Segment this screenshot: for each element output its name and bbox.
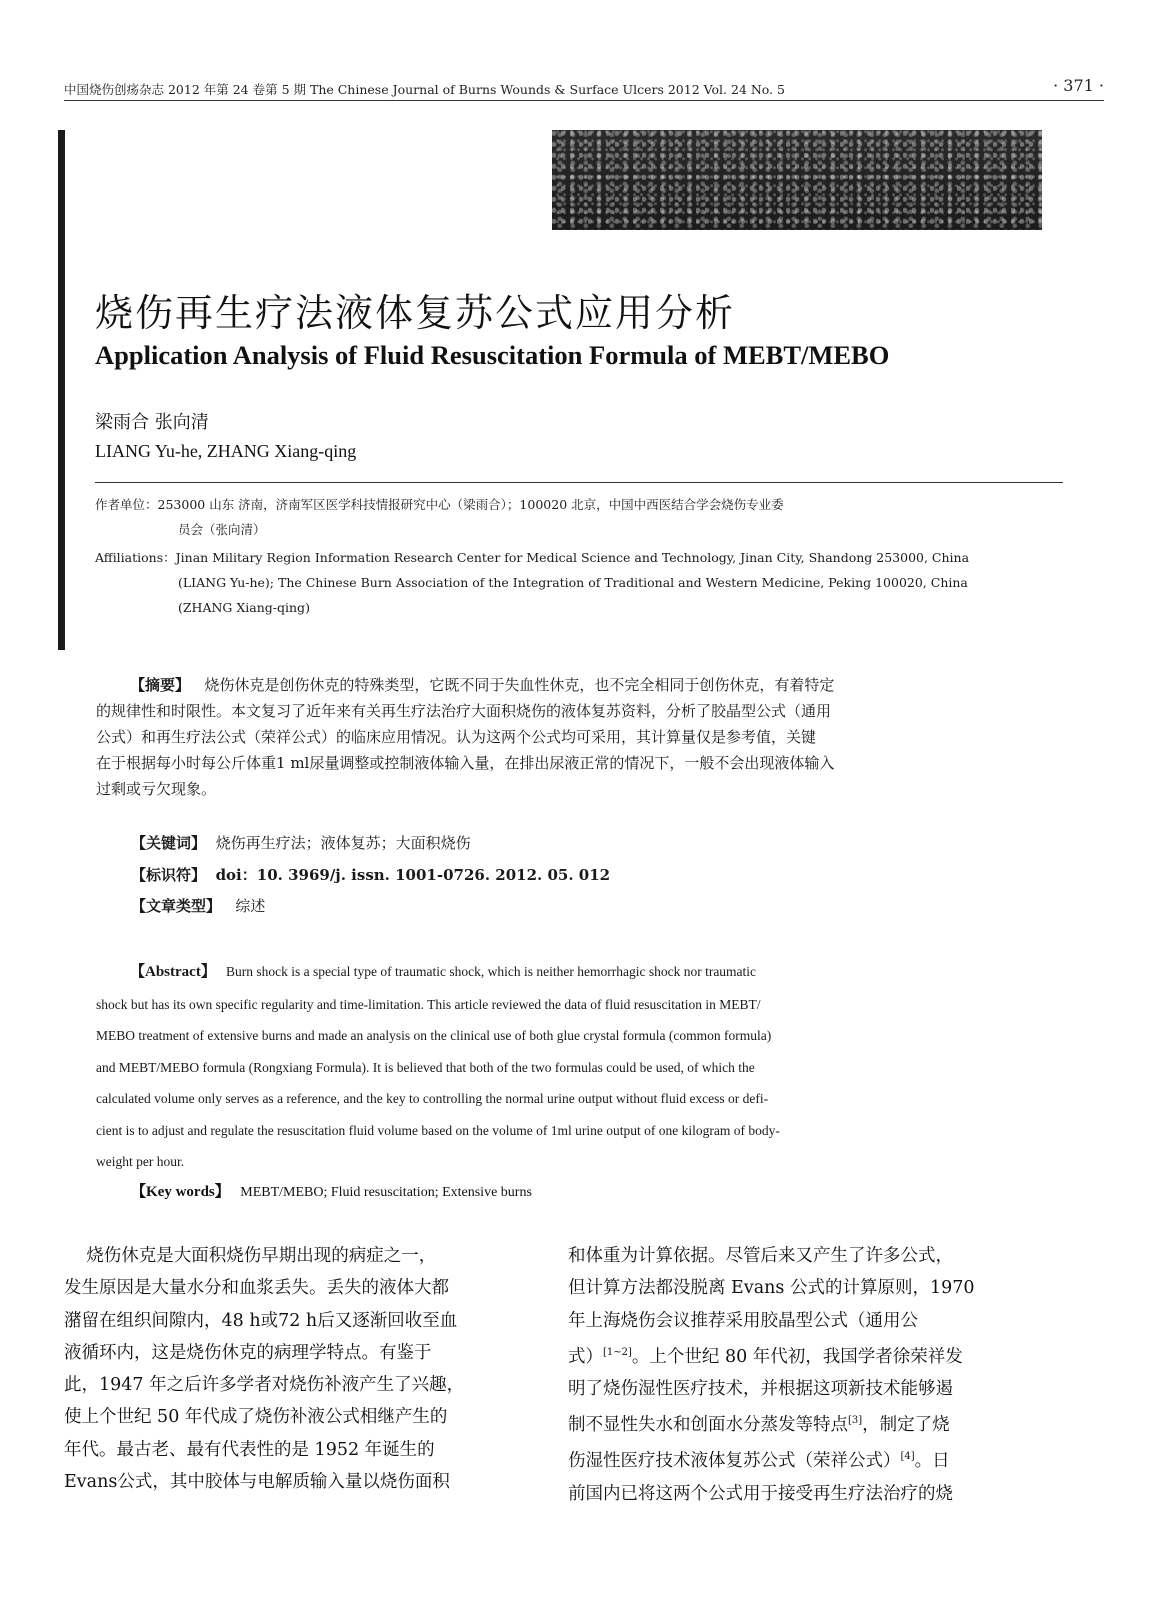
body-line: 液循环内，这是烧伤休克的病理学特点。有鉴于	[64, 1342, 432, 1363]
citation-ref: [4]	[900, 1451, 915, 1463]
keywords-english	[131, 1180, 532, 1201]
body-line	[568, 1441, 1038, 1477]
body-text: 制不显性失水和创面水分蒸发等特点	[568, 1415, 848, 1436]
article-type	[131, 895, 265, 916]
body-line: 前国内已将这两个公式用于接受再生疗法治疗的烧	[568, 1483, 953, 1504]
abstract-line: 过剩或亏欠现象。	[96, 780, 217, 798]
abstract-line: calculated volume only serves as a reference, and the key to controlling the normal urine output without fluid excess or defi-	[96, 1091, 769, 1106]
title-rule	[95, 482, 1063, 483]
abstract-line: MEBO treatment of extensive burns and made an analysis on the clinical use of both glue crystal formula (common formula)	[96, 1028, 772, 1043]
margin-bar	[58, 130, 65, 650]
body-line: 和体重为计算依据。尽管后来又产生了许多公式，	[568, 1246, 953, 1266]
abstract-line: 公式）和再生疗法公式（荣祥公式）的临床应用情况。认为这两个公式均可采用，其计算量仅是参考值，关键	[96, 728, 817, 746]
body-line: Evans公式，其中胶体与电解质输入量以烧伤面积	[64, 1472, 450, 1493]
decorative-banner	[552, 130, 1042, 230]
identifier-label: 【标识符】	[131, 866, 207, 884]
authors-chinese: 梁雨合 张向清	[95, 412, 209, 433]
affiliation-line: Jinan Military Region Information Research Center for Medical Science and Technology, Jinan City, Shandong 253000, China	[175, 550, 970, 565]
abstract-english	[96, 956, 1004, 1178]
journal-citation: 中国烧伤创疡杂志 2012 年第 24 卷第 5 期 The Chinese Journal of Burns Wounds & Surface Ulcers 2012 Vol. 24 No. 5	[64, 82, 786, 97]
body-line: 但计算方法都没脱离 Evans 公式的计算原则，1970	[568, 1278, 975, 1299]
page-number: · 371 ·	[1053, 76, 1104, 95]
body-line: 年上海烧伤会议推荐采用胶晶型公式（通用公	[568, 1310, 918, 1331]
citation-ref: [1~2]	[603, 1346, 632, 1358]
body-line: 使上个世纪 50 年代成了烧伤补液公式相继产生的	[64, 1407, 448, 1428]
body-text: 。上个世纪 80 年代初，我国学者徐荣祥发	[631, 1346, 963, 1367]
citation-ref: [3]	[848, 1415, 863, 1427]
body-text: 式）	[568, 1346, 603, 1367]
running-header	[64, 76, 1104, 102]
article-type-label: 【文章类型】	[131, 897, 222, 915]
affiliations-english	[95, 545, 969, 620]
affiliations-chinese	[95, 492, 784, 542]
body-column-left	[64, 1240, 534, 1498]
affiliation-label-en: Affiliations：	[95, 550, 176, 565]
title-english: Application Analysis of Fluid Resuscitation Formula of MEBT/MEBO	[95, 340, 890, 370]
body-line	[568, 1337, 1038, 1373]
abstract-line: 在于根据每小时每公斤体重1 ml尿量调整或控制液体输入量，在排出尿液正常的情况下，一般不会出现液体输入	[96, 754, 835, 772]
body-line: 烧伤休克是大面积烧伤早期出现的病症之一，	[64, 1246, 437, 1266]
abstract-chinese	[96, 672, 1004, 802]
abstract-line: Burn shock is a special type of traumatic shock, which is neither hemorrhagic shock nor traumatic	[225, 964, 757, 979]
body-line: 此，1947 年之后许多学者对烧伤补液产生了兴趣，	[64, 1375, 465, 1396]
abstract-label-en: 【Abstract】	[130, 964, 216, 980]
body-line: 年代。最古老、最有代表性的是 1952 年诞生的	[64, 1439, 435, 1460]
abstract-line: 烧伤休克是创伤休克的特殊类型，它既不同于失血性休克，也不完全相同于创伤休克，有着特定	[204, 676, 835, 694]
body-text: 伤湿性医疗技术液体复苏公式（荣祥公式）	[568, 1451, 901, 1472]
keywords-label-en: 【Key words】	[131, 1184, 230, 1200]
body-line: 明了烧伤湿性医疗技术，并根据这项新技术能够遏	[568, 1379, 953, 1400]
article-type-text: 综述	[235, 897, 266, 915]
doi-identifier	[131, 864, 610, 885]
affiliation-line: (ZHANG Xiang-qing)	[178, 600, 310, 615]
affiliation-label-zh: 作者单位：	[95, 497, 158, 512]
body-text: ，制定了烧	[862, 1415, 950, 1436]
title-chinese: 烧伤再生疗法液体复苏公式应用分析	[95, 291, 736, 335]
keywords-chinese	[131, 832, 471, 853]
affiliation-line: 253000 山东 济南，济南军区医学科技情报研究中心（梁雨合）；100020 北京，中国中西医结合学会烧伤专业委	[157, 497, 784, 512]
header-rule	[64, 100, 1104, 101]
body-text: 。日	[914, 1451, 950, 1472]
abstract-line: weight per hour.	[96, 1154, 185, 1169]
affiliation-line: 员会（张向清）	[178, 522, 266, 537]
abstract-line: 的规律性和时限性。本文复习了近年来有关再生疗法治疗大面积烧伤的液体复苏资料，分析了胶晶型公式（通用	[96, 702, 832, 720]
keywords-text-zh: 烧伤再生疗法；液体复苏；大面积烧伤	[215, 834, 471, 852]
body-line: 发生原因是大量水分和血浆丢失。丢失的液体大都	[64, 1278, 449, 1299]
affiliation-line: (LIANG Yu-he); The Chinese Burn Association of the Integration of Traditional and Western Medicine, Peking 100020, China	[178, 575, 968, 590]
keywords-text-en: MEBT/MEBO; Fluid resuscitation; Extensive burns	[240, 1185, 532, 1200]
authors-english: LIANG Yu-he, ZHANG Xiang-qing	[95, 441, 357, 461]
body-column-right	[568, 1240, 1038, 1510]
abstract-label-zh: 【摘要】	[130, 676, 191, 694]
doi-text: doi：10. 3969/j. issn. 1001-0726. 2012. 05. 012	[215, 866, 611, 884]
keywords-label-zh: 【关键词】	[131, 834, 207, 852]
body-line: 潴留在组织间隙内，48 h或72 h后又逐渐回收至血	[64, 1310, 458, 1331]
abstract-line: and MEBT/MEBO formula (Rongxiang Formula). It is believed that both of the two formulas could be used, of which the	[96, 1059, 755, 1075]
body-line	[568, 1405, 1038, 1441]
abstract-line: cient is to adjust and regulate the resuscitation fluid volume based on the volume of 1ml urine output of one kilogram of body-	[96, 1122, 780, 1138]
abstract-line: shock but has its own specific regularity and time-limitation. This article reviewed the data of fluid resuscitation in MEBT/	[96, 996, 761, 1012]
